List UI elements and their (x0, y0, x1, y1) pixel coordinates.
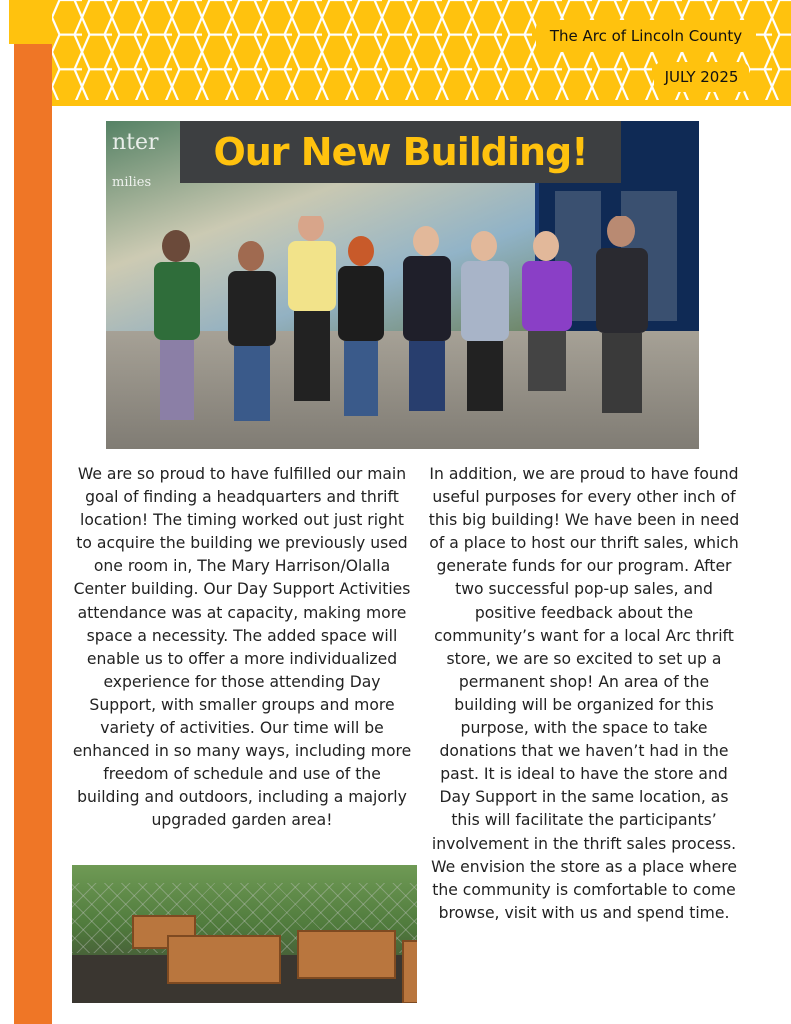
raised-garden-bed (402, 940, 417, 1003)
garden-photo (72, 865, 417, 1003)
issue-date: JULY 2025 (664, 68, 739, 86)
hero-title-box (180, 121, 621, 183)
issue-date-badge (654, 62, 749, 92)
org-name: The Arc of Lincoln County (549, 27, 743, 45)
header-divider-line (52, 100, 791, 106)
group-of-people (116, 216, 676, 436)
mural-lettering: nter (112, 130, 159, 155)
mural-lettering-small: milies (112, 175, 152, 190)
page-title: Our New Building! (213, 130, 588, 174)
article-left-column: We are so proud to have fulfilled our main goal of finding a headquarters and thrift location! The timing worked out just right to acquire the building we previously used one room in, The Mary Harrison/Olalla Center building. Our Day Support Activities attendance was at capacity, making more space a necessity. The added space will enable us to offer a more individualized experience for those attending Day Support, with smaller groups and more variety of activities. Our time will be enhanced in so many ways, including more freedom of schedule and use of the building and outdoors, including a majorly upgraded garden area! (72, 465, 412, 830)
org-name-badge (536, 20, 756, 52)
raised-garden-bed (167, 935, 281, 984)
article-right-column: In addition, we are proud to have found useful purposes for every other inch of this big building! We have been in need of a place to host our thrift sales, which generate funds for our program. After two successful pop-up sales, and positive feedback about the community’s want for a local Arc thrift store, we are so excited to set up a permanent shop! An area of the building will be organized for this purpose, with the space to take donations that we haven’t had in the past. It is ideal to have the store and Day Support in the same location, as this will facilitate the participants’ involvement in the thrift sales process. We envision the store as a place where the community is comfortable to come browse, visit with us and spend time. (428, 465, 740, 922)
raised-garden-bed (297, 930, 396, 979)
side-accent-bar (14, 44, 52, 1024)
